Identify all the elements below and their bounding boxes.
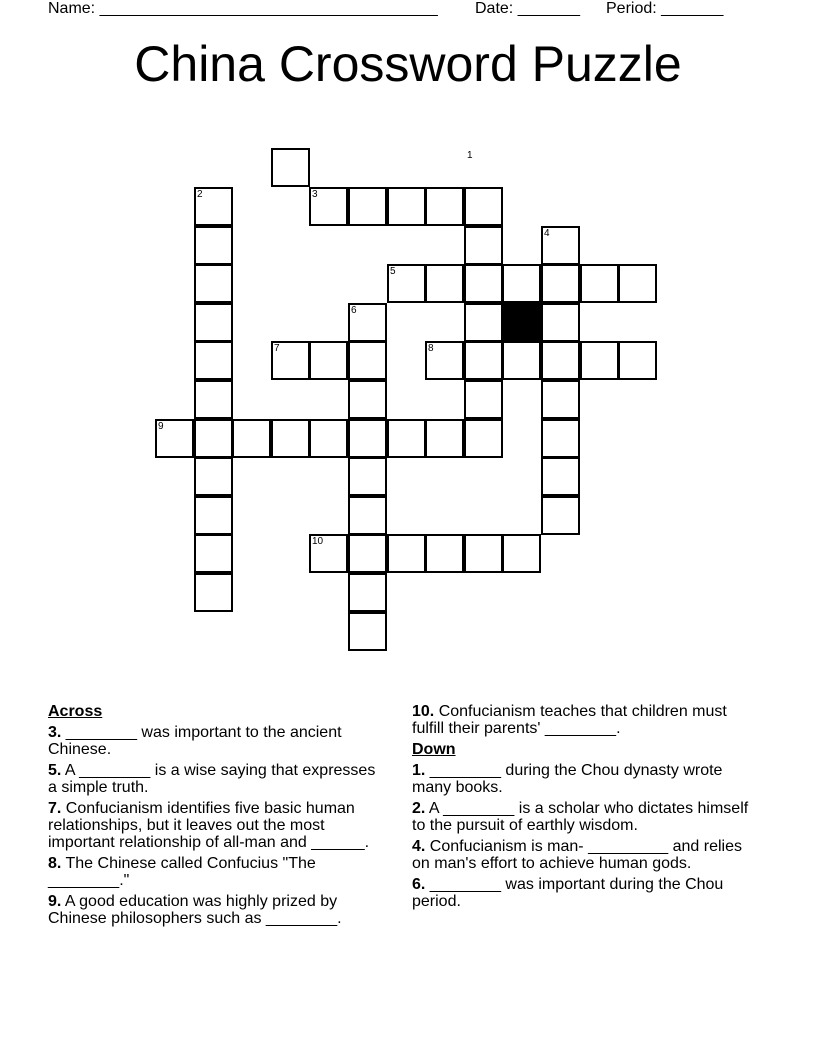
across-clues-column [48,703,388,931]
grid-cell[interactable] [464,380,503,419]
grid-cell[interactable] [194,534,233,573]
down-clue-4: 4. Confucianism is man- _________ and relies on man's effort to achieve human gods. [412,838,742,872]
grid-cell[interactable] [502,264,541,303]
grid-cell[interactable] [541,380,580,419]
clue-number-5: 5 [390,266,396,277]
grid-cell[interactable] [194,303,233,342]
period-field[interactable]: Period: _______ [606,0,724,17]
grid-cell[interactable] [387,534,426,573]
grid-cell[interactable] [194,380,233,419]
grid-cell[interactable] [348,496,387,535]
clue-number-8: 8 [428,343,434,354]
grid-cell[interactable] [618,264,657,303]
across-clue-8: 8. The Chinese called Confucius "The ________." [48,855,316,889]
down-clue-6: 6. ________ was important during the Chou period. [412,876,724,910]
grid-cell[interactable] [502,534,541,573]
grid-cell[interactable] [348,573,387,612]
grid-cell[interactable] [309,419,348,458]
grid-cell[interactable] [502,341,541,380]
grid-cell[interactable] [541,419,580,458]
grid-cell[interactable] [194,341,233,380]
blocked-cell [502,303,541,342]
across-clue-10: 10. Confucianism teaches that children must fulfill their parents' ________. [412,703,727,737]
right-clues-column [412,703,752,914]
clue-number-1: 1 [467,150,473,161]
across-clue-9: 9. A good education was highly prized by Chinese philosophers such as ________. [48,893,342,927]
grid-cell[interactable] [464,226,503,265]
grid-cell[interactable] [425,264,464,303]
grid-cell[interactable] [541,303,580,342]
grid-cell[interactable] [580,341,619,380]
grid-cell[interactable] [387,187,426,226]
grid-cell[interactable] [348,457,387,496]
grid-cell[interactable] [541,496,580,535]
clue-number-4: 4 [544,228,550,239]
date-field[interactable]: Date: _______ [475,0,580,17]
grid-cell[interactable] [464,264,503,303]
grid-cell[interactable] [348,612,387,651]
grid-cell[interactable] [464,534,503,573]
clue-number-7: 7 [274,343,280,354]
down-clue-2: 2. A ________ is a scholar who dictates himself to the pursuit of earthly wisdom. [412,800,749,834]
clue-number-6: 6 [351,305,357,316]
grid-cell[interactable] [194,573,233,612]
grid-cell[interactable] [464,419,503,458]
grid-cell[interactable] [348,380,387,419]
grid-cell[interactable] [425,187,464,226]
page-title: China Crossword Puzzle [134,36,682,92]
grid-cell[interactable] [348,341,387,380]
clue-number-10: 10 [312,536,324,547]
grid-cell[interactable] [464,303,503,342]
grid-cell[interactable] [232,419,271,458]
grid-cell[interactable] [541,341,580,380]
grid-cell[interactable] [425,534,464,573]
clue-number-9: 9 [158,421,164,432]
grid-cell[interactable] [348,419,387,458]
grid-cell[interactable] [348,187,387,226]
grid-cell[interactable] [309,341,348,380]
across-clue-5: 5. A ________ is a wise saying that expresses a simple truth. [48,762,376,796]
grid-cell[interactable] [580,264,619,303]
grid-cell[interactable] [194,457,233,496]
grid-cell[interactable] [348,534,387,573]
across-clue-3: 3. ________ was important to the ancient Chinese. [48,724,342,758]
grid-cell[interactable] [271,419,310,458]
grid-cell[interactable] [541,457,580,496]
clue-number-3: 3 [312,189,318,200]
across-heading: Across [48,703,103,720]
grid-cell[interactable] [271,148,310,187]
grid-cell[interactable] [387,419,426,458]
grid-cell[interactable] [464,341,503,380]
down-clue-1: 1. ________ during the Chou dynasty wrote many books. [412,762,723,796]
grid-cell[interactable] [618,341,657,380]
grid-cell[interactable] [425,419,464,458]
across-clue-7: 7. Confucianism identifies five basic human relationships, but it leaves out the most important relationship of all-man and ______. [48,800,370,851]
grid-cell[interactable] [464,187,503,226]
grid-cell[interactable] [541,264,580,303]
grid-cell[interactable] [194,264,233,303]
name-field[interactable]: Name: ______________________________________ [48,0,438,17]
clue-number-2: 2 [197,189,203,200]
grid-cell[interactable] [194,419,233,458]
grid-cell[interactable] [194,226,233,265]
down-heading: Down [412,741,456,758]
grid-cell[interactable] [194,496,233,535]
